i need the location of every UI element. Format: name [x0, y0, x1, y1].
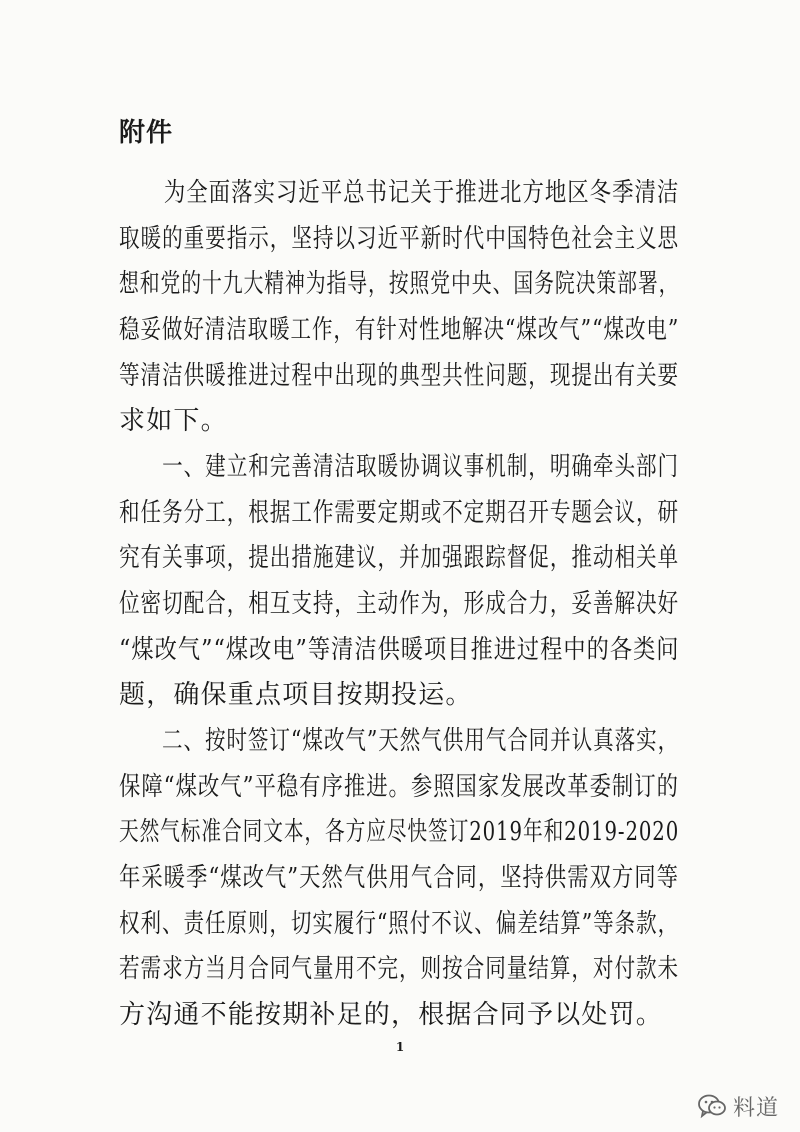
text-line-5: 等清洁供暖推进过程中出现的典型共性问题，现提出有关要: [119, 361, 680, 391]
text-line-17: 权利、责任原则，切实履行“照付不议、偏差结算”等条款，: [119, 909, 680, 939]
wechat-icon: [697, 1093, 727, 1119]
text-line-6: 求如下。: [119, 406, 228, 436]
text-line-9: 究有关事项，提出措施建议，并加强跟踪督促，推动相关单: [119, 543, 680, 573]
text-line-12: 题，确保重点项目按期投运。: [119, 680, 473, 710]
text-line-10: 位密切配合，相互支持，主动作为，形成合力，妥善解决好: [119, 589, 680, 619]
text-line-13: 二、按时签订“煤改气”天然气供用气合同并认真落实，: [119, 726, 680, 756]
text-line-15: 天然气标准合同文本，各方应尽快签订2019年和2019-2020: [119, 817, 680, 847]
document-heading: 附件: [119, 118, 174, 148]
text-line-7: 一、建立和完善清洁取暖协调议事机制，明确牵头部门: [119, 452, 680, 482]
text-line-8: 和任务分工，根据工作需要定期或不定期召开专题会议，研: [119, 498, 680, 528]
text-line-1: 为全面落实习近平总书记关于推进北方地区冬季清洁: [119, 178, 680, 208]
text-line-11: “煤改气”“煤改电”等清洁供暖项目推进过程中的各类问: [119, 635, 680, 665]
page-number: 1: [395, 1040, 405, 1054]
text-line-16: 年采暖季“煤改气”天然气供用气合同，坚持供需双方同等: [119, 863, 679, 893]
text-line-19: 方沟通不能按期补足的，根据合同予以处罚。: [119, 1000, 664, 1030]
watermark-text: 料道: [733, 1095, 780, 1121]
text-line-3: 想和党的十九大精神为指导，按照党中央、国务院决策部署，: [119, 269, 680, 299]
text-line-14: 保障“煤改气”平稳有序推进。参照国家发展改革委制订的: [119, 772, 679, 802]
text-line-18: 若需求方当月合同气量用不完，则按合同量结算，对付款未: [119, 954, 680, 984]
watermark: [697, 1088, 779, 1124]
text-line-4: 稳妥做好清洁取暖工作，有针对性地解决“煤改气”“煤改电”: [119, 315, 680, 345]
text-line-2: 取暖的重要指示，坚持以习近平新时代中国特色社会主义思: [119, 224, 680, 254]
